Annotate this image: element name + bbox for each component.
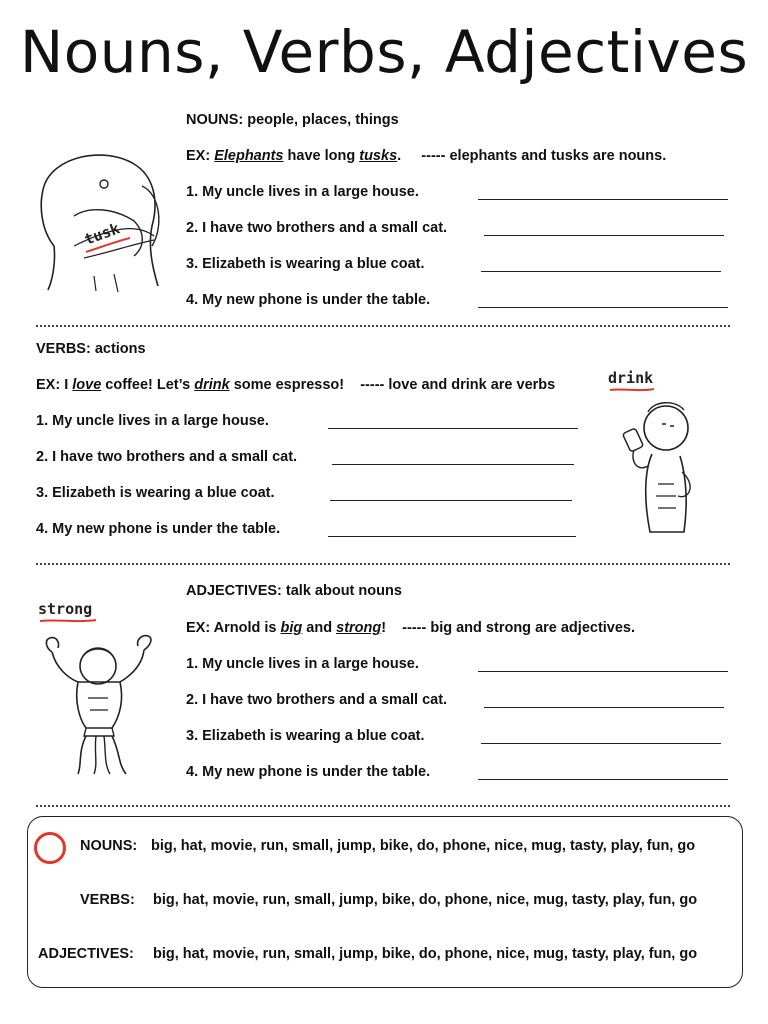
word-bank-adjectives-label: ADJECTIVES: xyxy=(38,946,134,962)
verbs-answer-2[interactable] xyxy=(332,450,574,465)
adjectives-answer-2[interactable] xyxy=(484,693,724,708)
adjectives-answer-1[interactable] xyxy=(478,657,728,672)
nouns-answer-3[interactable] xyxy=(481,257,721,272)
verbs-example-word2: drink xyxy=(194,377,230,393)
tusk-underline xyxy=(84,236,134,256)
adjectives-sentence-3: 3. Elizabeth is wearing a blue coat. xyxy=(186,728,425,744)
verbs-sentence-4: 4. My new phone is under the table. xyxy=(36,521,281,537)
nouns-example-word1: Elephants xyxy=(214,148,284,164)
nouns-answer-1[interactable] xyxy=(478,185,728,200)
adjectives-answer-3[interactable] xyxy=(481,729,721,744)
adjectives-sentence-1: 1. My uncle lives in a large house. xyxy=(186,656,419,672)
adjectives-example-word2: strong xyxy=(336,620,382,636)
word-bank-adjectives-words: big, hat, movie, run, small, jump, bike, do, phone, nice, mug, tasty, play, fun, go xyxy=(153,946,698,962)
verbs-example-word1: love xyxy=(72,377,102,393)
nouns-sentence-1: 1. My uncle lives in a large house. xyxy=(186,184,419,200)
boy-drinking-illustration xyxy=(604,392,704,540)
nouns-example xyxy=(186,147,666,165)
adjectives-example xyxy=(186,619,635,637)
word-bank-verbs-words: big, hat, movie, run, small, jump, bike, do, phone, nice, mug, tasty, play, fun, go xyxy=(153,892,698,908)
nouns-answer-4[interactable] xyxy=(478,293,728,308)
drink-label: drink xyxy=(608,369,654,387)
word-bank-verbs-label: VERBS: xyxy=(80,892,135,908)
word-bank-nouns-label: NOUNS: xyxy=(80,838,138,854)
adjectives-sentence-2: 2. I have two brothers and a small cat. xyxy=(186,692,448,708)
adjectives-example-mid: and xyxy=(302,620,337,636)
section-divider xyxy=(36,805,730,807)
nouns-answer-2[interactable] xyxy=(484,221,724,236)
adjectives-example-suffix: ! ----- big and strong are adjectives. xyxy=(381,620,636,636)
verbs-answer-3[interactable] xyxy=(330,486,572,501)
nouns-example-word2: tusks xyxy=(359,148,398,164)
verbs-example-mid: coffee! Let’s xyxy=(101,377,195,393)
verbs-answer-1[interactable] xyxy=(328,414,578,429)
nouns-heading: NOUNS: people, places, things xyxy=(186,112,399,128)
strongman-illustration xyxy=(38,628,160,778)
strong-label: strong xyxy=(38,600,93,618)
verbs-example xyxy=(36,376,555,394)
nouns-sentence-4: 4. My new phone is under the table. xyxy=(186,292,431,308)
verbs-example-suffix: some espresso! ----- love and drink are verbs xyxy=(229,377,556,393)
tusk-label: tusk xyxy=(82,219,123,249)
red-circle-icon xyxy=(34,832,66,864)
verbs-example-prefix: EX: I xyxy=(36,377,73,393)
word-bank-nouns-words: big, hat, movie, run, small, jump, bike, do, phone, nice, mug, tasty, play, fun, go xyxy=(151,838,696,854)
adjectives-example-prefix: EX: Arnold is xyxy=(186,620,281,636)
section-divider xyxy=(36,563,730,565)
verbs-answer-4[interactable] xyxy=(328,522,576,537)
adjectives-heading: ADJECTIVES: talk about nouns xyxy=(186,583,402,599)
verbs-heading: VERBS: actions xyxy=(36,341,146,357)
section-divider xyxy=(36,325,730,327)
adjectives-example-word1: big xyxy=(280,620,303,636)
strong-underline xyxy=(38,617,100,625)
nouns-example-suffix: . ----- elephants and tusks are nouns. xyxy=(397,148,667,164)
adjectives-sentence-4: 4. My new phone is under the table. xyxy=(186,764,431,780)
adjectives-answer-4[interactable] xyxy=(478,765,728,780)
verbs-sentence-3: 3. Elizabeth is wearing a blue coat. xyxy=(36,485,275,501)
nouns-example-mid: have long xyxy=(283,148,360,164)
nouns-example-prefix: EX: xyxy=(186,148,215,164)
nouns-sentence-2: 2. I have two brothers and a small cat. xyxy=(186,220,448,236)
page-title: Nouns, Verbs, Adjectives xyxy=(19,18,749,86)
verbs-sentence-2: 2. I have two brothers and a small cat. xyxy=(36,449,298,465)
nouns-sentence-3: 3. Elizabeth is wearing a blue coat. xyxy=(186,256,425,272)
elephant-illustration xyxy=(34,146,174,294)
verbs-sentence-1: 1. My uncle lives in a large house. xyxy=(36,413,269,429)
